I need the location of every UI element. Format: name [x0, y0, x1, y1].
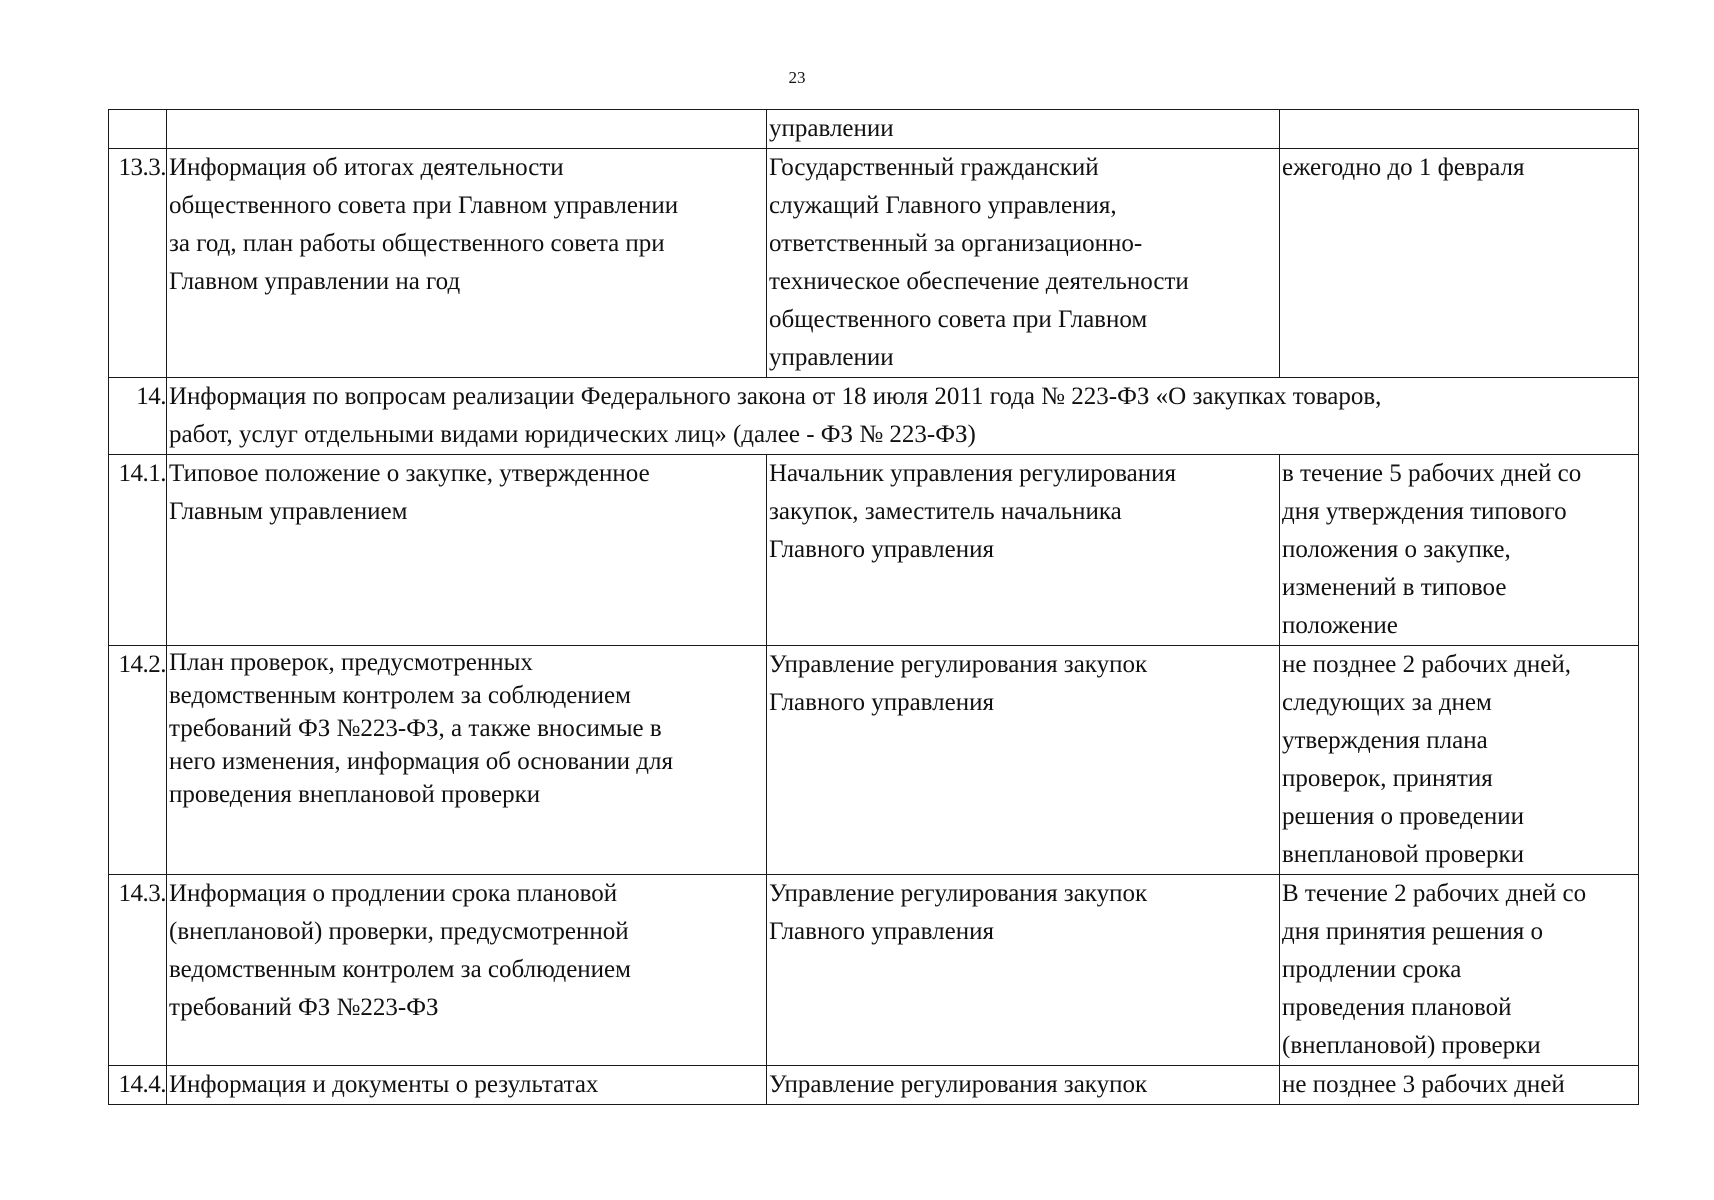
cell-text-line: проведения плановой — [1282, 994, 1512, 1021]
responsible-cell — [767, 1066, 1280, 1105]
cell-text-line: техническое обеспечение деятельности — [769, 268, 1189, 295]
cell-text-line: проведения внеплановой проверки — [169, 781, 541, 808]
cell-text-line: общественного совета при Главном управлении — [169, 192, 679, 219]
cell-text-line: Информация об итогах деятельности — [169, 154, 564, 181]
cell-text-line: ведомственным контролем за соблюдением — [169, 956, 631, 983]
cell-text-line: закупок, заместитель начальника — [769, 498, 1122, 525]
description-cell — [167, 646, 767, 875]
table-row — [109, 1066, 1639, 1105]
cell-text-line: План проверок, предусмотренных — [169, 649, 533, 676]
cell-text-line: управлении — [769, 344, 894, 371]
cell-text-line: в течение 5 рабочих дней со — [1282, 460, 1582, 487]
cell-text-line: управлении — [769, 115, 894, 142]
cell-text-line: ежегодно до 1 февраля — [1282, 154, 1525, 181]
cell-text-line: за год, план работы общественного совета при — [169, 230, 665, 257]
cell-text-line: общественного совета при Главном — [769, 306, 1148, 333]
description-cell — [167, 455, 767, 646]
cell-text-line: требований ФЗ №223-ФЗ — [169, 994, 439, 1021]
responsible-cell — [767, 455, 1280, 646]
cell-text-line: дня принятия решения о — [1282, 918, 1543, 945]
cell-text-line: не позднее 3 рабочих дней — [1282, 1071, 1565, 1098]
table-row — [109, 149, 1639, 378]
cell-text-line: дня утверждения типового — [1282, 498, 1567, 525]
cell-text-line: решения о проведении — [1282, 803, 1524, 830]
cell-text-line: работ, услуг отдельными видами юридических лиц» (далее - ФЗ № 223-ФЗ) — [169, 421, 976, 448]
responsible-cell — [767, 646, 1280, 875]
section-heading-cell — [167, 378, 1639, 455]
cell-text-line: Управление регулирования закупок — [769, 1071, 1148, 1098]
deadline-cell — [1280, 149, 1639, 378]
cell-text-line: продлении срока — [1282, 956, 1462, 983]
cell-text-line: Государственный гражданский — [769, 154, 1099, 181]
cell-text-line: не позднее 2 рабочих дней, — [1282, 651, 1572, 678]
table-row — [109, 110, 1639, 149]
cell-text-line: Информация по вопросам реализации Федерального закона от 18 июля 2011 года № 223-ФЗ «О закупках товаров, — [169, 383, 1382, 410]
responsible-cell — [767, 875, 1280, 1066]
cell-text-line: Управление регулирования закупок — [769, 880, 1148, 907]
cell-text-line: следующих за днем — [1282, 689, 1492, 716]
deadline-cell — [1280, 1066, 1639, 1105]
row-number — [109, 110, 167, 149]
cell-text-line: Главного управления — [769, 689, 994, 716]
deadline-cell — [1280, 875, 1639, 1066]
cell-text-line: проверок, принятия — [1282, 765, 1493, 792]
cell-text-line: внеплановой проверки — [1282, 841, 1525, 868]
responsible-cell — [767, 110, 1280, 149]
responsible-cell — [767, 149, 1280, 378]
deadline-cell — [1280, 646, 1639, 875]
row-number: 14.3. — [109, 875, 167, 1066]
cell-text-line: (внеплановой) проверки, предусмотренной — [169, 918, 629, 945]
description-cell — [167, 149, 767, 378]
deadline-cell — [1280, 455, 1639, 646]
cell-text-line: (внеплановой) проверки — [1282, 1032, 1541, 1059]
table-row — [109, 455, 1639, 646]
row-number: 14.4. — [109, 1066, 167, 1105]
cell-text-line: Информация о продлении срока плановой — [169, 880, 618, 907]
cell-text-line: ответственный за организационно- — [769, 230, 1143, 257]
cell-text-line: Управление регулирования закупок — [769, 651, 1148, 678]
cell-text-line: требований ФЗ №223-ФЗ, а также вносимые в — [169, 715, 662, 742]
row-number: 14.2. — [109, 646, 167, 875]
deadline-cell — [1280, 110, 1639, 149]
cell-text-line: изменений в типовое — [1282, 574, 1507, 601]
table-row — [109, 646, 1639, 875]
cell-text-line: него изменения, информация об основании для — [169, 748, 673, 775]
cell-text-line: положение — [1282, 612, 1398, 639]
row-number: 14.1. — [109, 455, 167, 646]
description-cell — [167, 875, 767, 1066]
cell-text-line: ведомственным контролем за соблюдением — [169, 682, 631, 709]
cell-text-line: Главного управления — [769, 918, 994, 945]
document-table-container — [108, 109, 1638, 1105]
description-cell — [167, 1066, 767, 1105]
cell-text-line: В течение 2 рабочих дней со — [1282, 880, 1587, 907]
row-number: 14. — [109, 378, 167, 455]
description-cell — [167, 110, 767, 149]
cell-text-line: Информация и документы о результатах — [169, 1071, 599, 1098]
table-row — [109, 875, 1639, 1066]
cell-text-line: Начальник управления регулирования — [769, 460, 1177, 487]
cell-text-line: служащий Главного управления, — [769, 192, 1117, 219]
table-row — [109, 378, 1639, 455]
cell-text-line: Главном управлении на год — [169, 268, 461, 295]
cell-text-line: положения о закупке, — [1282, 536, 1511, 563]
cell-text-line: Типовое положение о закупке, утвержденное — [169, 460, 650, 487]
reporting-table — [108, 109, 1639, 1105]
cell-text-line: Главного управления — [769, 536, 994, 563]
cell-text-line: Главным управлением — [169, 498, 408, 525]
page-number: 23 — [788, 68, 806, 87]
cell-text-line: утверждения плана — [1282, 727, 1488, 754]
row-number: 13.3. — [109, 149, 167, 378]
